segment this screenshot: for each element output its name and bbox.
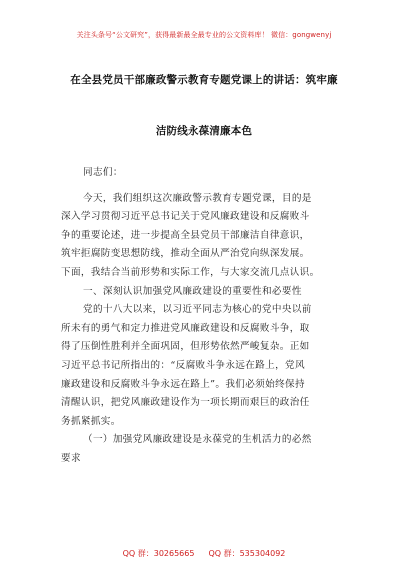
body-line: 廉政建设和反腐败斗争永远在路上”。我们必须始终保持 [61,378,305,390]
document-body [61,164,349,469]
body-line: 筑牢拒腐防变思想防线，推动全面从严治党向纵深发展。 [61,248,310,260]
header-promo: 关注头条号“公文研究”，获得最新最全最专业的公文资料库！ 微信：gongwenyj [76,31,332,39]
body-line: 要求 [61,452,81,464]
body-line: 今天，我们组织这次廉政警示教育专题党课，目的是 [83,192,312,204]
salutation: 同志们： [83,167,123,178]
body-line: 党的十八大以来，以习近平同志为核心的党中央以前 [83,304,312,316]
section-heading: 一、深刻认识加强党风廉政建设的重要性和必要性 [83,285,302,297]
body-line: 清醒认识，把党风廉政建设作为一项长期而艰巨的政治任 [61,397,310,409]
body-line: 争的重要论述，进一步提高全县党员干部廉洁自律意识， [61,229,310,241]
footer-qq-1: QQ 群：30265665 [122,549,195,558]
subsection-heading: （一）加强党风廉政建设是永葆党的生机活力的必然 [83,434,312,446]
body-line: 所未有的勇气和定力推进党风廉政建设和反腐败斗争，取 [61,322,310,334]
body-line: 深入学习贯彻习近平总书记关于党风廉政建设和反腐败斗 [61,211,310,223]
body-line: 下面，我结合当前形势和实际工作，与大家交流几点认识。 [61,266,320,278]
body-line: 习近平总书记所指出的：“反腐败斗争永远在路上，党风 [61,359,305,371]
body-line: 务抓紧抓实。 [61,415,121,427]
body-line: 得了压倒性胜利并全面巩固，但形势依然严峻复杂。正如 [61,341,310,353]
document-title-line-1: 在全县党员干部廉政警示教育专题党课上的讲话：筑牢廉 [70,74,338,86]
document-title-line-2: 洁防线永葆清廉本色 [155,125,253,137]
footer-qq-2: QQ 群：535304092 [208,549,286,558]
footer [0,548,408,559]
